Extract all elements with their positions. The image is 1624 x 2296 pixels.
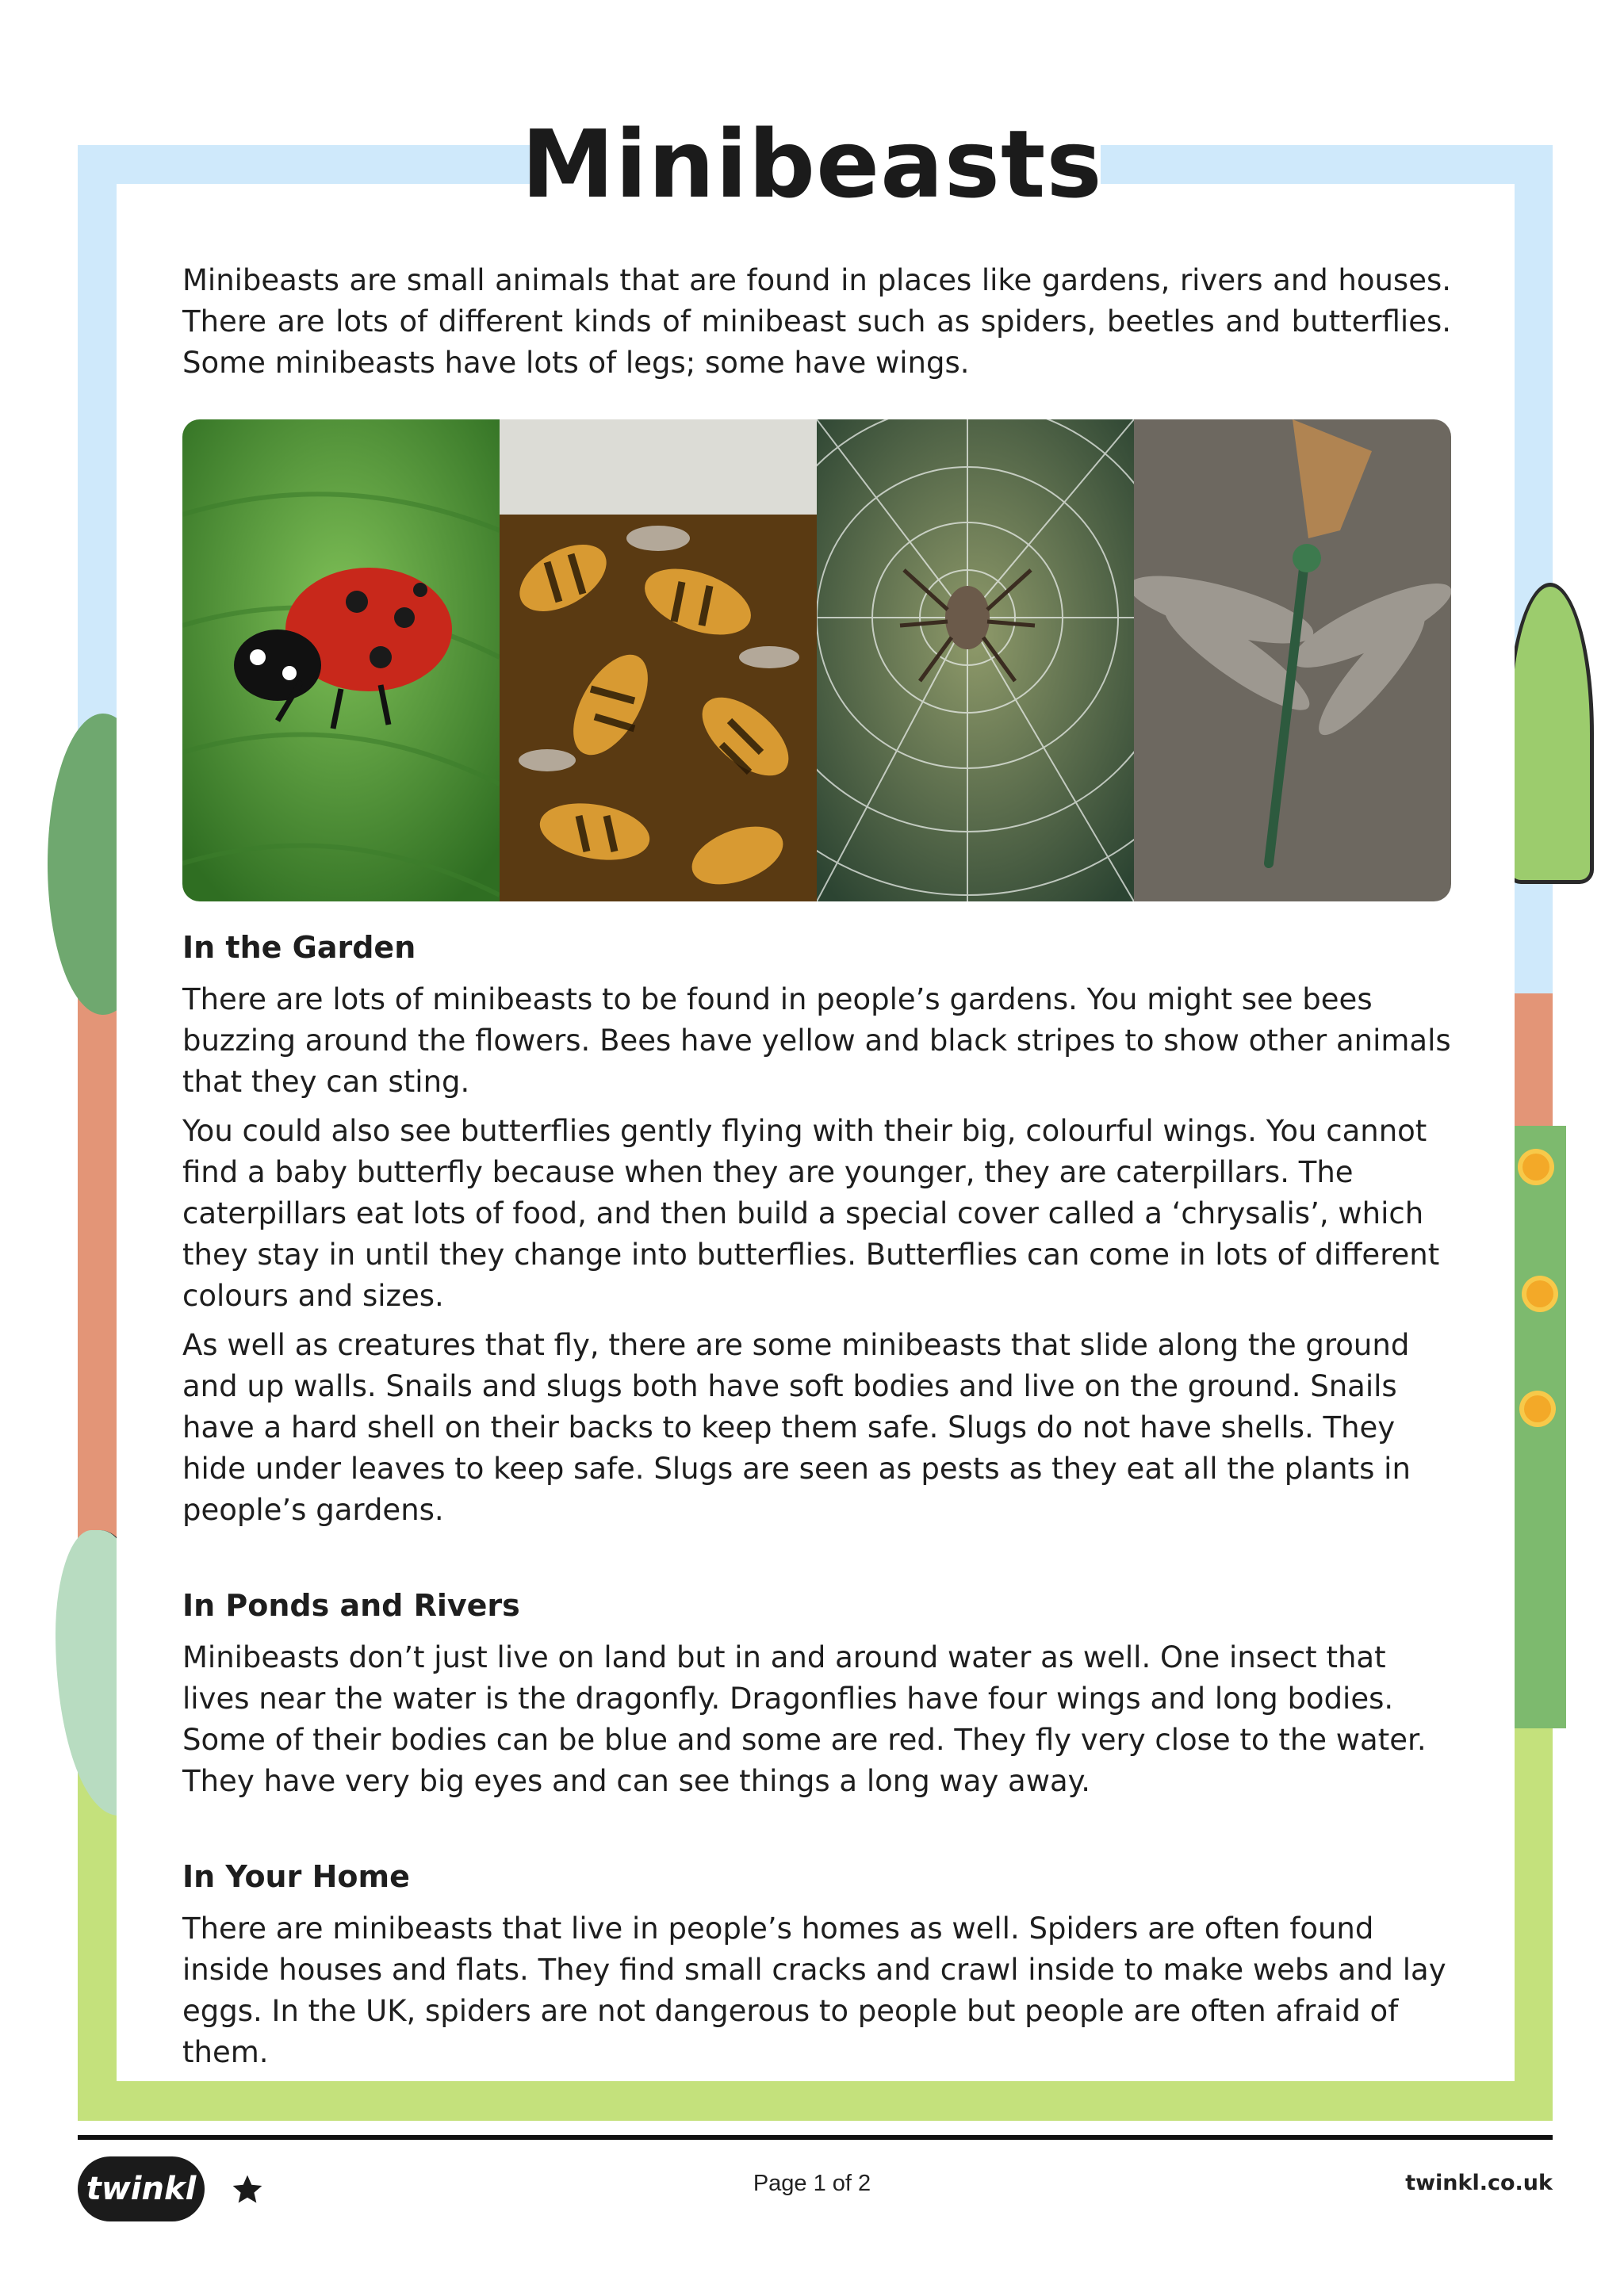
page-number: Page 1 of 2 [753,2171,871,2196]
right-tree-decoration [1507,583,1594,884]
right-hedge-decoration [1507,1126,1566,1728]
section-heading: In the Garden [182,930,416,965]
section-spacer [182,1810,1451,1858]
section-paragraph: There are minibeasts that live in people’s homes as well. Spiders are often found inside houses and flats. They find small cracks and crawl inside to make webs and lay eggs. In the UK, spiders are not dangerous to people but people are often afraid of them. [182,1911,1446,2069]
section-heading: In Your Home [182,1859,410,1894]
flower-icon [1524,1395,1551,1422]
intro-paragraph: Minibeasts are small animals that are found in places like gardens, rivers and houses. There are lots of different kinds of minibeast such as spiders, beetles and butterflies. Some minibeasts have lots of legs; some have wings. [182,263,1451,380]
section-paragraph: You could also see butterflies gently flying with their big, colourful wings. You cannot find a baby butterfly because when they are younger, they are caterpillars. The caterpillars eat lots of food, and then build a special cover called a ‘chrysalis’, which they stay in until they change into butterflies. Butterflies can come in lots of different colours and sizes. [182,1114,1440,1313]
section-heading: In Ponds and Rivers [182,1588,520,1623]
spider-web-photo [817,419,1134,901]
section-paragraph: Minibeasts don’t just live on land but in and around water as well. One insect that lives near the water is the dragonfly. Dragonflies have four wings and long bodies. Some of their bodies can be blue and some are red. They fly very close to the water. They have very big eyes and can see things a long way away. [182,1640,1427,1798]
flower-icon [1522,1154,1549,1181]
dragonfly-photo [1134,419,1451,901]
section-ponds [182,1586,1451,1802]
section-paragraph: As well as creatures that fly, there are some minibeasts that slide along the ground and up walls. Snails and slugs both have soft bodies and live on the ground. Snails have a hard shell on their backs to keep them safe. Slugs do not have shells. They hide under leaves to keep safe. Slugs are seen as pests as they eat all the plants in people’s gardens. [182,1328,1411,1527]
twinkl-logo: twinkl [78,2156,205,2221]
site-url: twinkl.co.uk [1405,2171,1553,2195]
section-paragraph: There are lots of minibeasts to be found in people’s gardens. You might see bees buzzing around the flowers. Bees have yellow and black stripes to show other animals that they can sting. [182,982,1451,1099]
photo-strip [182,419,1451,901]
footer-divider [78,2135,1553,2140]
section-garden [182,928,1451,1531]
ladybird-photo [182,419,500,901]
section-home [182,1858,1451,2073]
bees-photo [500,419,817,901]
flower-icon [1526,1280,1553,1307]
document-body [182,260,1451,2081]
page-title: Minibeasts [521,109,1103,219]
section-spacer [182,1539,1451,1586]
